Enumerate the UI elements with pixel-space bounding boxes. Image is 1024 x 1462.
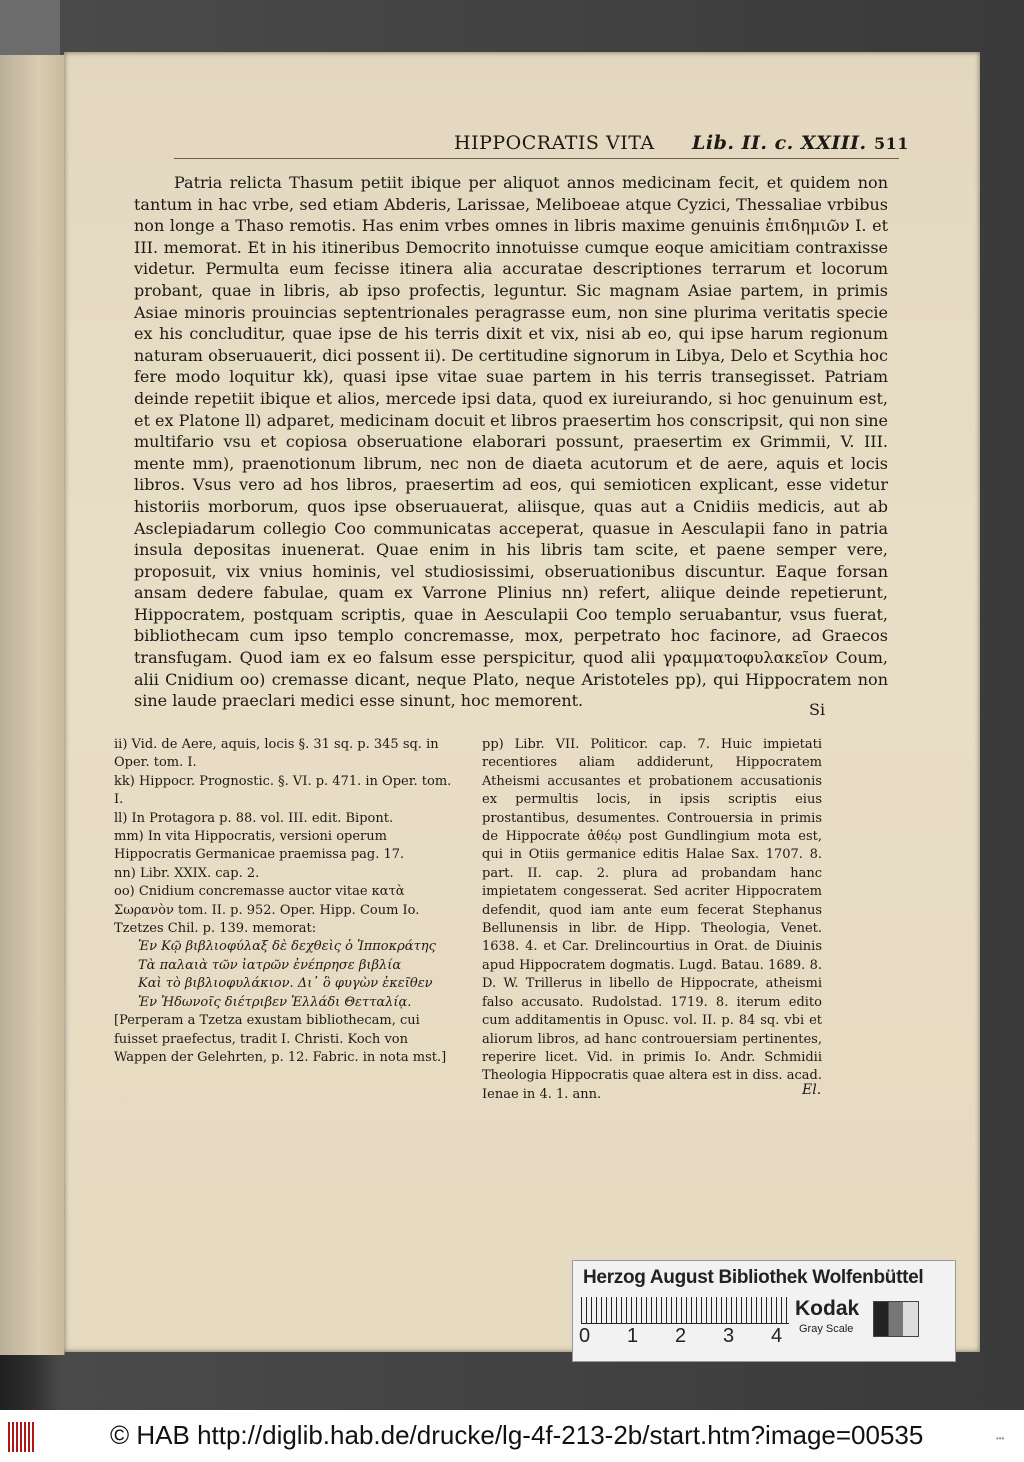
footnotes-right-column — [482, 736, 822, 1104]
footnote-pp: pp) Libr. VII. Politicor. cap. 7. Huic impietati recentiores aliam addiderunt, Hippocratem Atheismi accusantes et probationem accusationis ex permultis locis, in ipsis scriptis eius prostantibus, desumentes. Controuersia in primis de Hippocrate ἀθέῳ post Gundlingium mota est, qui in Otiis germanice editis Halae Sax. 1707. 8. part. II. cap. 2. plura ad probandam hanc impietatem congesserat. Sed acriter Hippocratem defendit, quod iam ante eum fecerat Stephanus Bellunensis in libr. de Hipp. Theologia, Venet. 1638. 4. et Car. Drelincourtius in Orat. de Diuinis apud Hippocratem dogmatis. Lugd. Batau. 1689. 8. D. W. Trillerus in libello de Hippocrate, atheismi falso accusato. Rudolstad. 1719. 8. iterum edito cum additamentis in Opusc. vol. II. p. 84 sq. vbi et aliorum libros, ad hanc controuersiam pertinentes, reperire licet. Vid. in primis Io. Andr. Schmidii Theologia Hippocratis quae altera est in diss. acad. Ienae in 4. 1. ann. — [482, 737, 822, 1102]
main-text — [134, 172, 888, 712]
footnote-catchword: El. — [802, 1082, 822, 1098]
greek-verse: Τὰ παλαιὰ τῶν ἰατρῶν ἐνέπρησε βιβλία — [138, 957, 402, 973]
ruler-number: 4 — [771, 1325, 783, 1347]
footnote-nn: nn) Libr. XXIX. cap. 2. — [114, 865, 260, 881]
running-head-title: HIPPOCRATIS VITA — [454, 132, 655, 154]
footnote-kk: kk) Hippocr. Prognostic. §. VI. p. 471. in Oper. tom. I. — [114, 773, 452, 808]
ruler-number: 1 — [627, 1325, 639, 1347]
running-head-reference: Lib. II. c. XXIII. — [692, 132, 867, 154]
footer-dots-icon: ••• — [996, 1434, 1005, 1443]
footer-url[interactable]: © HAB http://diglib.hab.de/drucke/lg-4f-213-2b/start.htm?image=00535 — [110, 1420, 924, 1450]
greek-verse: Ἐν Ἠδωνοῖς διέτριβεν Ἑλλάδι Θετταλίᾳ. — [138, 994, 412, 1010]
catchword: Si — [809, 700, 826, 719]
left-page-edge — [0, 55, 65, 1355]
greek-verse: Ἐν Κῷ βιβλιοφύλαξ δὲ δεχθεὶς ὁ Ἱπποκράτης — [138, 939, 436, 955]
footnote-ll: ll) In Protagora p. 88. vol. III. edit. Bipont. — [114, 810, 394, 826]
hab-barcode-icon — [8, 1422, 36, 1452]
ruler-number: 0 — [579, 1325, 591, 1347]
head-rule — [174, 158, 899, 159]
footnote-oo: oo) Cnidium concremasse auctor vitae κατὰ Σωρανὸν tom. II. p. 952. Oper. Hipp. Coum Io. Tzetzes Chil. p. 139. memorat: — [114, 884, 420, 937]
left-page-corner — [0, 0, 60, 60]
running-head — [454, 132, 909, 158]
page-number: 511 — [874, 134, 909, 153]
gray-scale-patches — [873, 1301, 919, 1337]
main-paragraph: Patria relicta Thasum petiit ibique per aliquot annos medicinam fecit, et quidem non tantum in hac vrbe, sed etiam Abderis, Larissae, Meliboeae atque Cyzici, Thessaliae vrbibus non longe a Thaso remotis. Has enim vrbes omnes in libris maxime genuinis ἐπιδημιῶν I. et III. memorat. Et in his itineribus Democrito innotuisse cumque eoque amicitiam contraxisse videtur. Permulta eum fecisse itinera alia accuratae descriptiones terrarum et locorum probant, quae in libris, ab ipso profectis, leguntur. Sic magnam Asiae partem, in primis Asiae minoris prouincias septentrionales peragrasse eum, non sine plurima veritatis specie ex his concluditur, quae ipse de his terris dixit et vix, nisi ab eo, qui ipse harum regionum naturam obseruauerit, dici possent ii). De certitudine signorum in Libya, Delo et Scythia hoc fere modo loquitur kk), quasi ipse vitae suae partem in his terris transegisset. Patriam deinde repetiit ibique et alios, mercede ipsi data, quod ex iureiurando, si hoc genuinum est, et ex Platone ll) adparet, medicinam docuit et libros praesertim hos conscripsit, qui non sine multifario vsu et copiosa obseruatione elaborari possunt, praesertim ex Grimmii, V. III. mente mm), praenotionum librum, nec non de diaeta acutorum et de aere, aquis et locis libros. Vsus vero ad hos libros, praesertim ad eos, qui semioticen explicant, esse videtur historiis morborum, quos ipse obseruauerat, aliisque, quas aut a Cnidiis medicis, aut ab Asclepiadarum collegio Coo communicatas acceperat, quasue in Aesculapii fano in patria insula depositas inuenerat. Quae enim in his libris tam scite, et paene semper vere, proposuit, vix vnius hominis, vel studiosissimi, obseruationibus discuntur. Eaque forsan ansam dedere fabulae, quam ex Varrone Plinius nn) refert, aliique deinde repetierunt, Hippocratem, postquam scriptis, quae in Aesculapii Coo templo seruabantur, vsus fuerat, bibliothecam cum ipso templo concremasse, mox, perpetrato hoc facinore, ad Graecos transfugam. Quod iam ex eo falsum esse perspicitur, quod alii γραμματοφυλακεῖον Coum, alii Cnidium oo) cremasse dicant, neque Plato, neque Aristoteles pp), qui Hippocratem non sine laude praeclari medici esse sinunt, hoc memorent. — [134, 173, 888, 711]
card-title: Herzog August Bibliothek Wolfenbüttel — [583, 1267, 924, 1288]
greek-verse: Καὶ τὸ βιβλιοφυλάκιον. Δι᾽ ὃ φυγὼν ἐκεῖθεν — [138, 976, 433, 992]
ruler-number: 3 — [723, 1325, 735, 1347]
footnote-ii: ii) Vid. de Aere, aquis, locis §. 31 sq. p. 345 sq. in Oper. tom. I. — [114, 737, 439, 771]
kodak-logo: Kodak — [795, 1297, 860, 1320]
book-page — [64, 52, 980, 1352]
color-calibration-card — [572, 1260, 956, 1362]
footnote-mm: mm) In vita Hippocratis, versioni operum Hippocratis Germanicae praemissa pag. 17. — [114, 829, 405, 863]
footnote-oo-bracket: [Perperam a Tzetza exustam bibliothecam, cui fuisset praefectus, tradit I. Christi. Koch von Wappen der Gelehrten, p. 12. Fabric. in nota mst.] — [114, 1013, 447, 1065]
footnotes-left-column — [114, 736, 464, 1067]
gray-scale-label: Gray Scale — [799, 1323, 854, 1335]
ruler-scale — [581, 1297, 789, 1324]
ruler-number: 2 — [675, 1325, 687, 1347]
footer-bar — [0, 1410, 1024, 1462]
